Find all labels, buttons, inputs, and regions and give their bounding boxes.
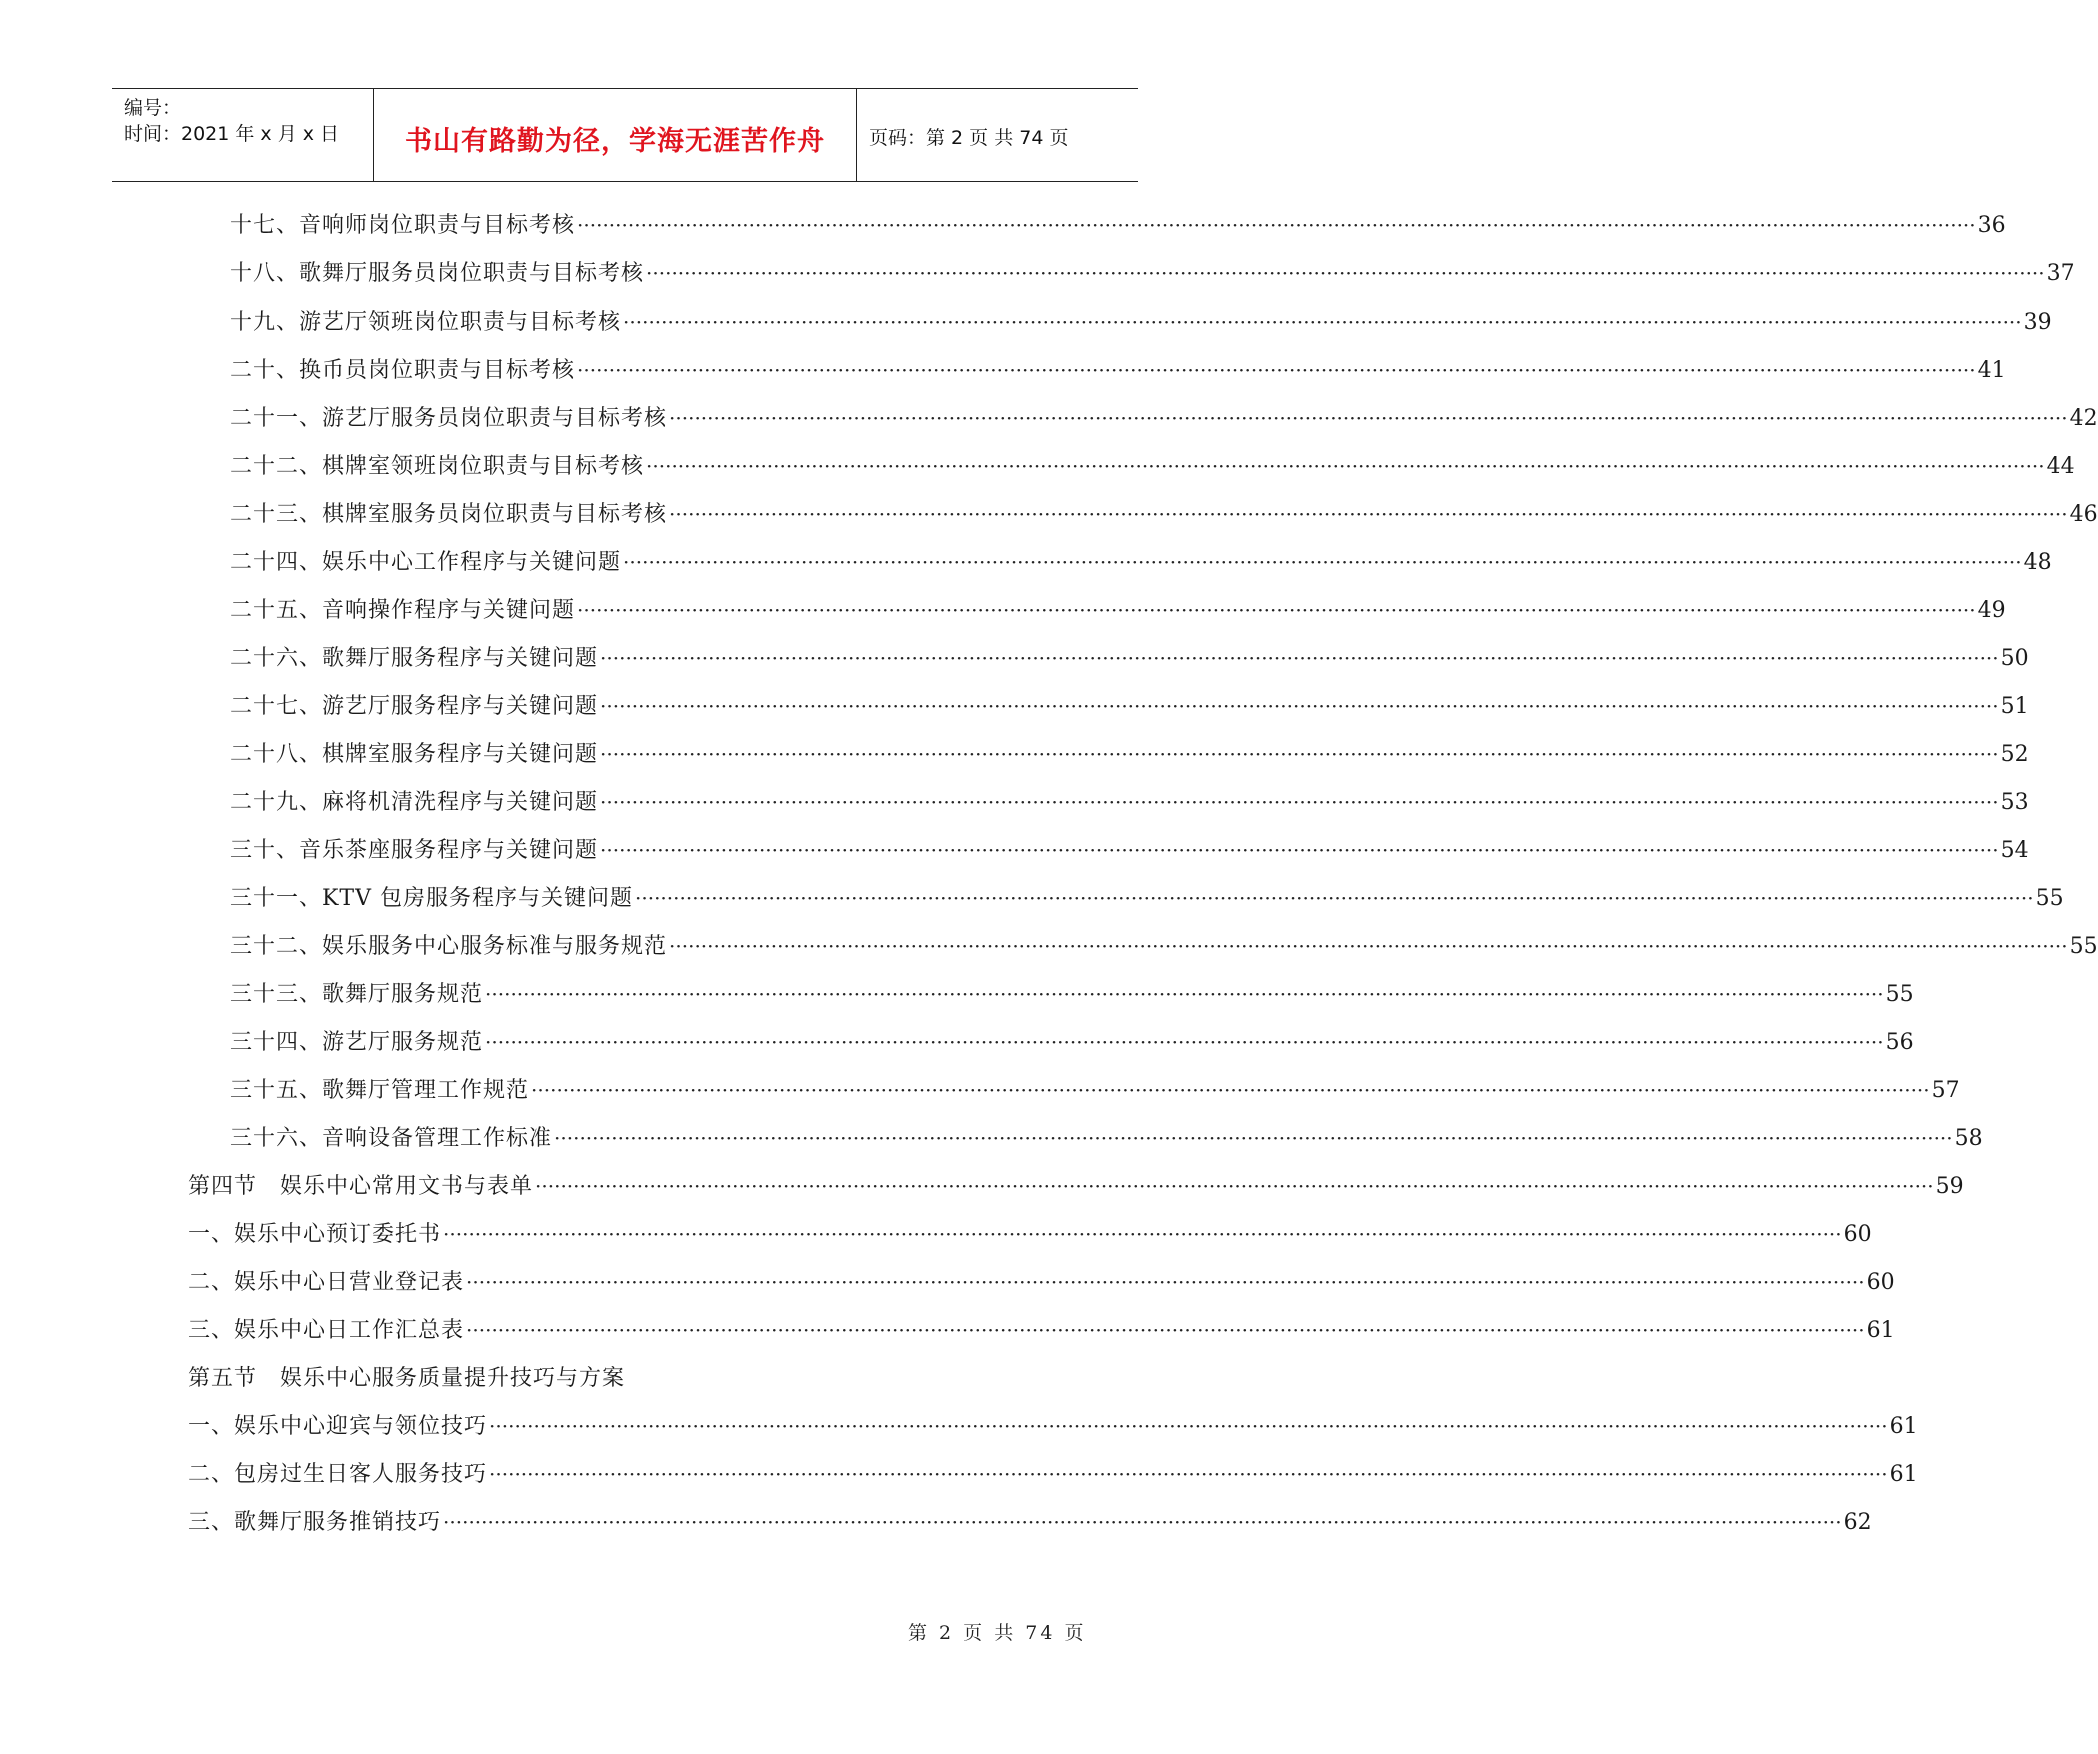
toc-leader-dots: ···························································································································································································································· [577,213,1976,237]
toc-entry-title: 二十、换币员岗位职责与目标考核 [230,358,576,383]
toc-leader-dots: ···························································································································································································································· [646,261,2045,285]
toc-page-number: 39 [2023,310,2052,335]
toc-entry-title: 三十三、歌舞厅服务规范 [230,982,484,1007]
toc-leader-dots: ···························································································································································································································· [669,406,2068,430]
toc-entry-title: 二十二、棋牌室领班岗位职责与目标考核 [230,454,645,479]
toc-leader-dots: ···························································································································································································································· [443,1222,1842,1246]
toc-entry-title: 二十六、歌舞厅服务程序与关键问题 [230,646,599,671]
toc-page-number: 36 [1977,213,2006,238]
toc-entry-title: 二十七、游艺厅服务程序与关键问题 [230,694,599,719]
toc-page-number: 53 [2000,790,2029,815]
toc-page-number: 61 [1889,1414,1918,1439]
toc-entry-title: 三、娱乐中心日工作汇总表 [188,1318,465,1343]
toc-leader-dots: ···························································································································································································································· [577,598,1976,622]
toc-leader-dots: ···························································································································································································································· [623,310,2022,334]
toc-entry-title: 三十二、娱乐服务中心服务标准与服务规范 [230,934,668,959]
toc-entry-title: 二十九、麻将机清洗程序与关键问题 [230,790,599,815]
document-time-label: 时间：2021 年 x 月 x 日 [124,123,340,145]
toc-leader-dots: ···························································································································································································································· [443,1510,1842,1534]
toc-entry[interactable] [188,1169,1964,1203]
toc-entry[interactable] [230,689,2029,723]
toc-entry[interactable] [188,1361,985,1395]
toc-page-number: 59 [1935,1174,1964,1199]
toc-entry[interactable] [188,1505,1872,1539]
toc-leader-dots: ···························································································································································································································· [577,358,1976,382]
toc-leader-dots: ···························································································································································································································· [600,742,1999,766]
toc-page-number: 54 [2000,838,2029,863]
toc-entry[interactable] [230,1025,1914,1059]
toc-entry-title: 三、歌舞厅服务推销技巧 [188,1510,442,1535]
toc-entry-title: 二十三、棋牌室服务员岗位职责与目标考核 [230,502,668,527]
toc-entry-title: 三十一、KTV 包房服务程序与关键问题 [230,886,633,911]
toc-entry-title: 十八、歌舞厅服务员岗位职责与目标考核 [230,261,645,286]
toc-leader-dots: ···························································································································································································································· [600,838,1999,862]
toc-entry[interactable] [230,449,2075,483]
toc-page-number: 41 [1977,358,2006,383]
toc-entry[interactable] [230,785,2029,819]
document-number-label: 编号： [124,97,182,119]
toc-page-number: 60 [1843,1222,1872,1247]
toc-page-number: 42 [2069,406,2098,431]
toc-leader-dots: ···························································································································································································································· [485,982,1884,1006]
toc-entry[interactable] [230,545,2052,579]
toc-entry-title: 二十一、游艺厅服务员岗位职责与目标考核 [230,406,668,431]
toc-entry[interactable] [230,1073,1960,1107]
toc-leader-dots: ···························································································································································································································· [489,1462,1888,1486]
toc-leader-dots: ···························································································································································································································· [485,1030,1884,1054]
toc-leader-dots: ···························································································································································································································· [466,1270,1865,1294]
toc-entry-title: 十九、游艺厅领班岗位职责与目标考核 [230,310,622,335]
toc-entry[interactable] [230,929,2098,963]
toc-page-number: 49 [1977,598,2006,623]
toc-leader-dots: ···························································································································································································································· [600,646,1999,670]
toc-page-number: 55 [1885,982,1914,1007]
header-motto: 书山有路勤为径，学海无涯苦作舟 [405,126,825,157]
toc-page-number: 50 [2000,646,2029,671]
toc-leader-dots: ···························································································································································································································· [635,886,2034,910]
toc-entry[interactable] [188,1265,1895,1299]
toc-entry-title: 第四节 娱乐中心常用文书与表单 [188,1174,534,1199]
toc-entry[interactable] [230,593,2006,627]
toc-entry[interactable] [230,401,2098,435]
toc-leader-dots: ···························································································································································································································· [535,1174,1934,1198]
toc-entry[interactable] [230,256,2075,290]
toc-entry-title: 二、包房过生日客人服务技巧 [188,1462,488,1487]
toc-entry-title: 一、娱乐中心迎宾与领位技巧 [188,1414,488,1439]
toc-leader-dots: ···························································································································································································································· [531,1078,1930,1102]
toc-entry[interactable] [230,1121,1983,1155]
toc-entry[interactable] [230,881,2064,915]
toc-leader-dots: ···························································································································································································································· [600,694,1999,718]
toc-leader-dots: ···························································································································································································································· [623,550,2022,574]
toc-entry-title: 二十四、娱乐中心工作程序与关键问题 [230,550,622,575]
toc-page-number: 52 [2000,742,2029,767]
toc-entry[interactable] [230,833,2029,867]
toc-page-number: 62 [1843,1510,1872,1535]
toc-leader-dots: ···························································································································································································································· [554,1126,1953,1150]
toc-leader-dots: ···························································································································································································································· [600,790,1999,814]
toc-entry-title: 二十八、棋牌室服务程序与关键问题 [230,742,599,767]
toc-page-number: 61 [1889,1462,1918,1487]
toc-leader-dots: ···························································································································································································································· [669,934,2068,958]
toc-entry-title: 十七、音响师岗位职责与目标考核 [230,213,576,238]
toc-leader-dots: ···························································································································································································································· [489,1414,1888,1438]
toc-page-number: 55 [2069,934,2098,959]
toc-page-number: 51 [2000,694,2029,719]
toc-entry[interactable] [230,208,2006,242]
toc-entry-title: 二、娱乐中心日营业登记表 [188,1270,465,1295]
toc-page-number: 57 [1931,1078,1960,1103]
page-footer: 第 2 页 共 74 页 [908,1622,1087,1644]
toc-entry-title: 三十五、歌舞厅管理工作规范 [230,1078,530,1103]
toc-entry-title: 三十、音乐茶座服务程序与关键问题 [230,838,599,863]
toc-leader-dots: ···························································································································································································································· [669,502,2068,526]
toc-page-number: 61 [1866,1318,1895,1343]
toc-entry-title: 第五节 娱乐中心服务质量提升技巧与方案 [188,1366,626,1391]
toc-entry[interactable] [188,1457,1918,1491]
toc-entry-title: 一、娱乐中心预订委托书 [188,1222,442,1247]
toc-entry-title: 三十四、游艺厅服务规范 [230,1030,484,1055]
toc-entry[interactable] [230,497,2098,531]
toc-leader-dots: ···························································································································································································································· [466,1318,1865,1342]
toc-page-number: 46 [2069,502,2098,527]
toc-entry[interactable] [230,305,2052,339]
toc-page-number: 56 [1885,1030,1914,1055]
toc-page-number: 60 [1866,1270,1895,1295]
toc-entry[interactable] [188,1313,1895,1347]
toc-entry[interactable] [230,737,2029,771]
toc-entry[interactable] [188,1409,1918,1443]
header-page-number: 页码：第 2 页 共 74 页 [869,127,1069,149]
toc-page-number: 44 [2046,454,2075,479]
toc-entry[interactable] [230,353,2006,387]
toc-entry-title: 二十五、音响操作程序与关键问题 [230,598,576,623]
toc-entry-title: 三十六、音响设备管理工作标准 [230,1126,553,1151]
toc-entry[interactable] [230,641,2029,675]
toc-leader-dots: ···························································································································································································································· [646,454,2045,478]
toc-page-number: 37 [2046,261,2075,286]
toc-page-number: 55 [2035,886,2064,911]
toc-page-number: 58 [1954,1126,1983,1151]
toc-page-number: 48 [2023,550,2052,575]
toc-entry[interactable] [188,1217,1872,1251]
toc-entry[interactable] [230,977,1914,1011]
